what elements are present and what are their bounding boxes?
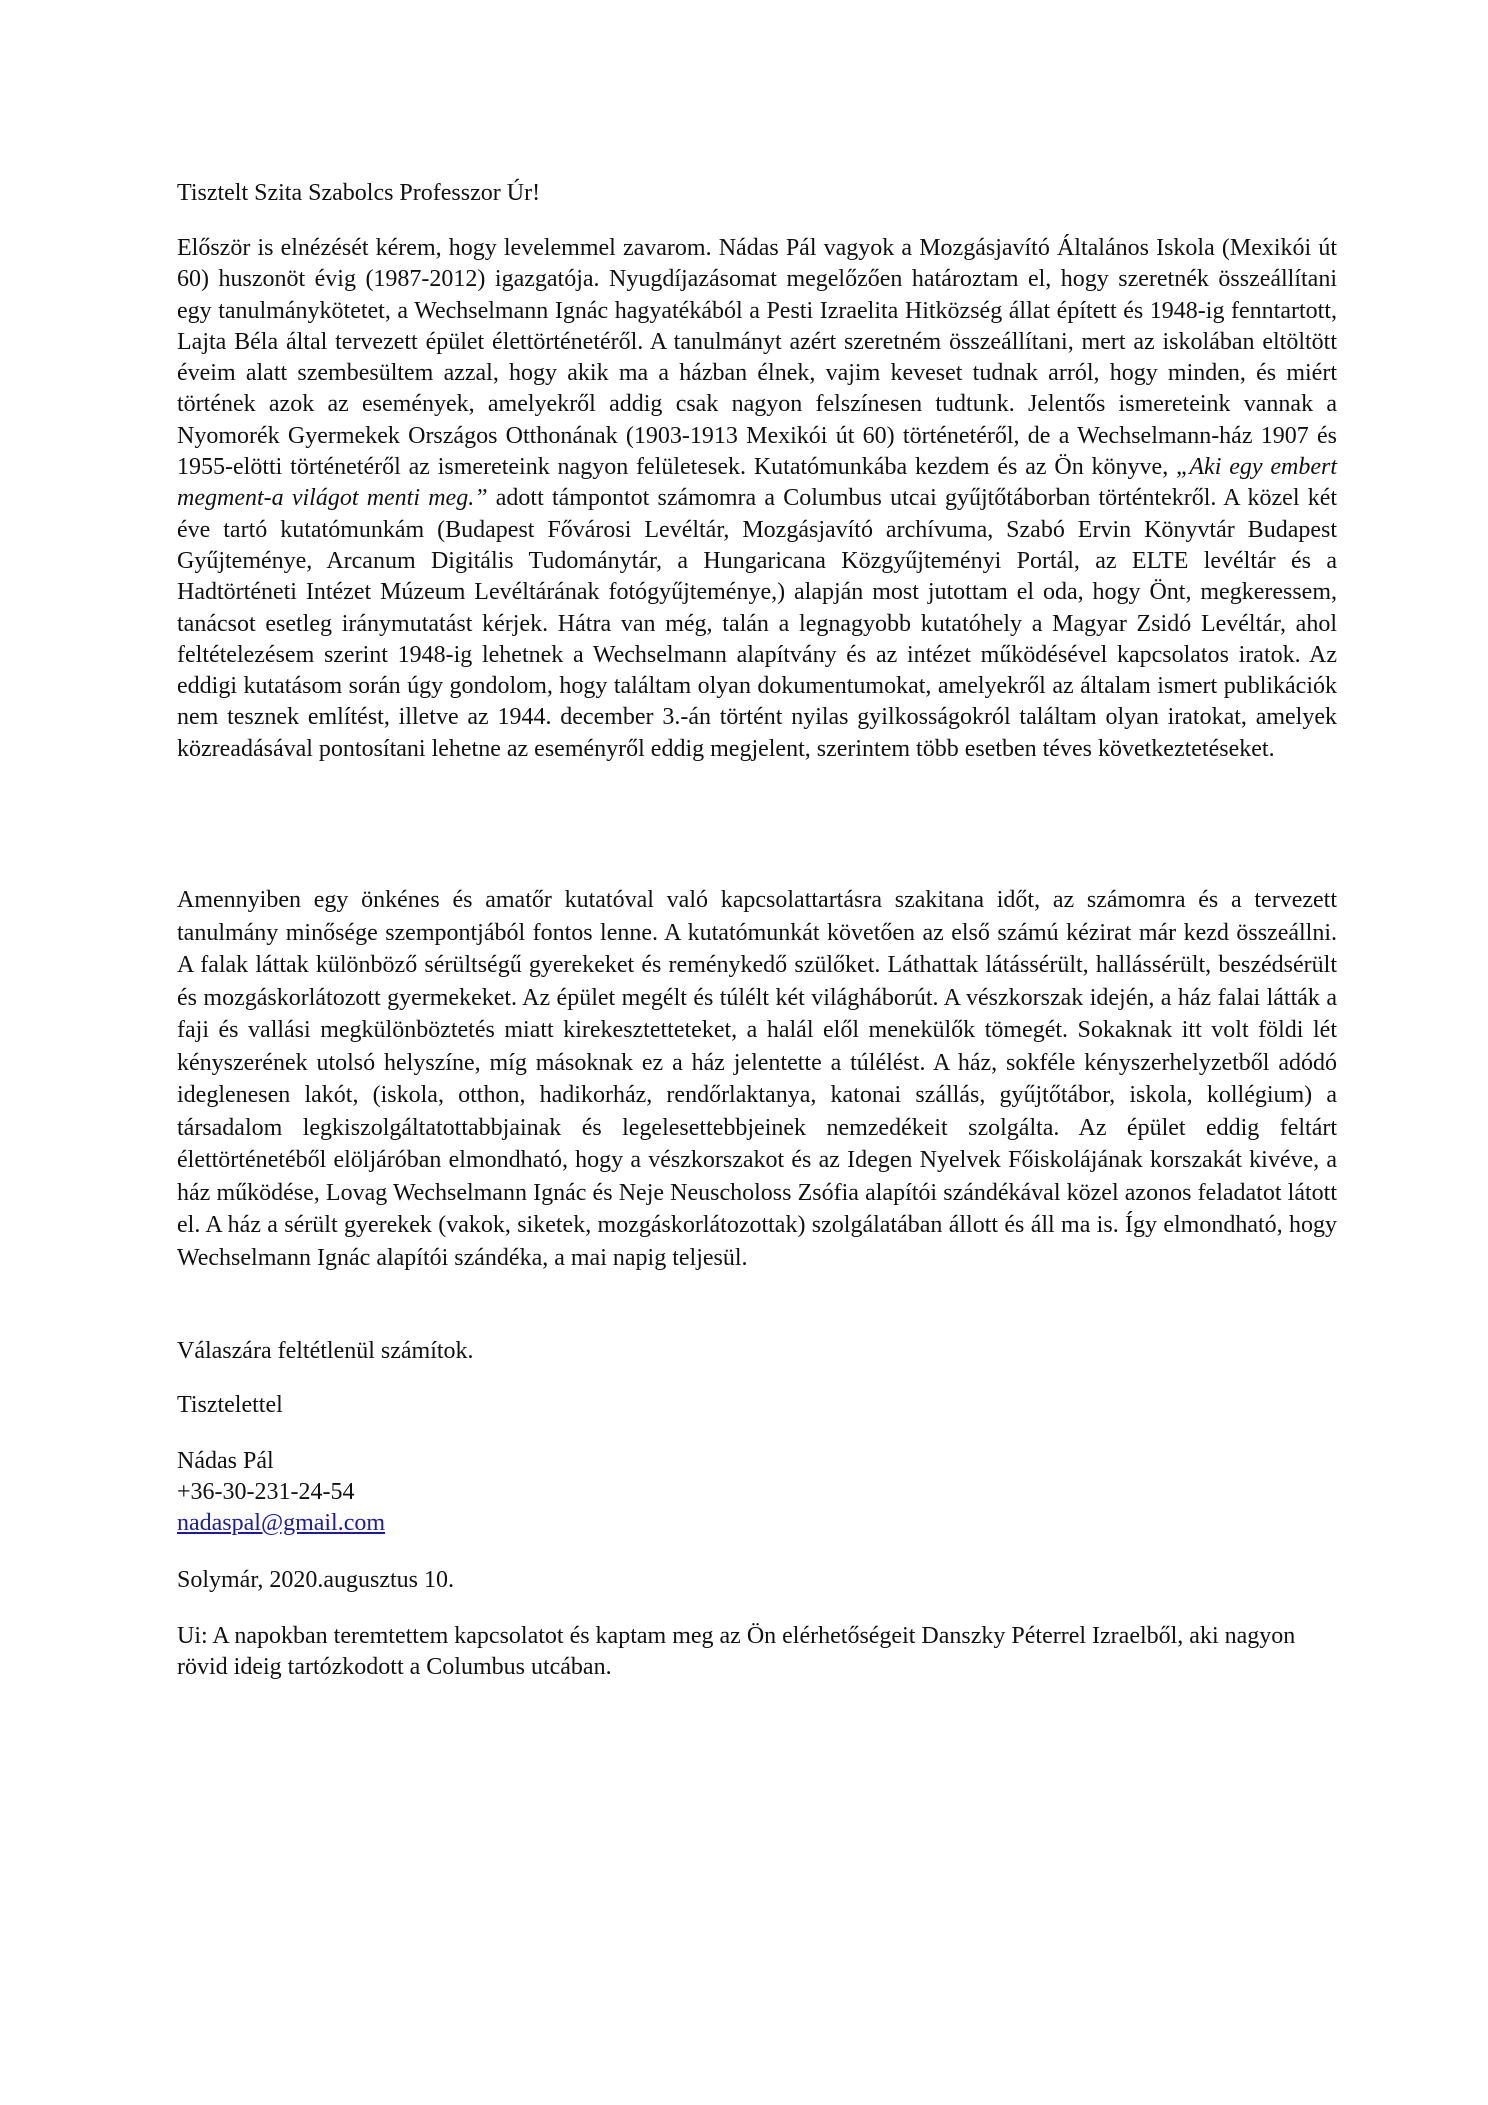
place-date: Solymár, 2020.augusztus 10. [177,1567,455,1593]
email-link[interactable]: nadaspal@gmail.com [177,1510,386,1536]
signature-email-line [177,1510,385,1537]
paragraph-1-text-b: adott támpontot számomra a Columbus utcai gyűjtőtáborban történtekről. A közel két éve tartó kutatómunkám (Budapest Fővárosi Levéltár, Mozgásjavító archívuma, Szabó Ervin Könyvtár Budapest Gyűjteménye, Arcanum Digitális Tudománytár, a Hungaricana Közgyűjteményi Portál, az ELTE levéltár és a Hadtörténeti Intézet Múzeum Levéltárának fotógyűjteménye,) alapján most jutottam el oda, hogy Önt, megkeressem, tanácsot esetleg iránymutatást kérjek. Hátra van még, talán a legnagyobb kutatóhely a Magyar Zsidó Levéltár, ahol feltételezésem szerint 1948-ig lehetnek a Wechselmann alapítvány és az intézet működésével kapcsolatos iratok. Az eddigi kutatásom során úgy gondolom, hogy találtam olyan dokumentumokat, amelyekről az általam ismert publikációk nem tesznek említést, illetve az 1944. december 3.-án történt nyilas gyilkosságokról találtam olyan iratokat, amelyek közreadásával pontosítani lehetne az eseményről eddig megjelent, szerintem több esetben téves következtetéseket. [177,485,1338,762]
postscript: Ui: A napokban teremtettem kapcsolatot és kaptam meg az Ön elérhetőségeit Danszky Péterrel Izraelből, aki nagyon rövid ideig tartózkodott a Columbus utcában. [177,1623,1296,1681]
closing: Tisztelettel [177,1392,283,1418]
closing-request: Válaszára feltétlenül számítok. [177,1338,474,1364]
signature-phone: +36-30-231-24-54 [177,1479,355,1505]
paragraph-1-text-a: Először is elnézését kérem, hogy levelemmel zavarom. Nádas Pál vagyok a Mozgásjavító Általános Iskola (Mexikói út 60) huszonöt évig (1987-2012) igazgatója. Nyugdíjazásomat megelőzően határoztam el, hogy szeretnék összeállítani egy tanulmánykötetet, a Wechselmann Ignác hagyatékából a Pesti Izraelita Hitközség állat épített és 1948-ig fenntartott, Lajta Béla által tervezett épület élettörténetéről. A tanulmányt azért szeretném összeállítani, mert az iskolában eltöltött éveim alatt szembesültem azzal, hogy akik ma a házban élnek, vajim keveset tudnak arról, hogy minden, és miért történek azok az események, amelyekről addig csak nagyon felszínesen tudtunk. Jelentős ismereteink vannak a Nyomorék Gyermekek Országos Otthonának (1903-1913 Mexikói út 60) történetéről, de a Wechselmann-ház 1907 és 1955-elötti történetéről az ismereteink nagyon felületesek. Kutatómunkába kezdem és az Ön könyve, [177,235,1337,481]
salutation: Tisztelt Szita Szabolcs Professzor Úr! [177,180,541,206]
paragraph-2: Amennyiben egy önkénes és amatőr kutatóval való kapcsolattartásra szakitana időt, az számomra és a tervezett tanulmány minősége szempontjából fontos lenne. A kutatómunkát követően az első számú kézirat már kezd összeállni. A falak láttak különböző sérültségű gyerekeket és reménykedő szülőket. Láthattak látássérült, hallássérült, beszédsérült és mozgáskorlátozott gyermekeket. Az épület megélt és túlélt két világháborút. A vészkorszak idején, a ház falai látták a faji és vallási megkülönböztetés miatt kirekesztetteteket, a halál elől menekülők tömegét. Sokaknak itt volt földi lét kényszerének utolsó helyszíne, míg másoknak ez a ház jelentette a túlélést. A ház, sokféle kényszerhelyzetből adódó ideglenesen lakót, (iskola, otthon, hadikorház, rendőrlaktanya, katonai szállás, gyűjtőtábor, iskola, kollégium) a társadalom legkiszolgáltatottabbjainak és legelesettebbjeinek nemzedékeit szolgálta. Az épület eddig feltárt élettörténetéből elöljáróban elmondható, hogy a vészkorszakot és az Idegen Nyelvek Főiskolájának korszakát kivéve, a ház működése, Lovag Wechselmann Ignác és Neje Neuscholoss Zsófia alapítói szándékával közel azonos feladatot látott el. A ház a sérült gyerekek (vakok, siketek, mozgáskorlátozottak) szolgálatában állott és áll ma is. Így elmondható, hogy Wechselmann Ignác alapítói szándéka, a mai napig teljesül. [177,887,1337,1271]
signature-name: Nádas Pál [177,1448,274,1474]
paragraph-1 [177,233,1337,765]
book-title-quote: „Aki egy embert megment-a világot menti meg.” [177,454,1337,512]
